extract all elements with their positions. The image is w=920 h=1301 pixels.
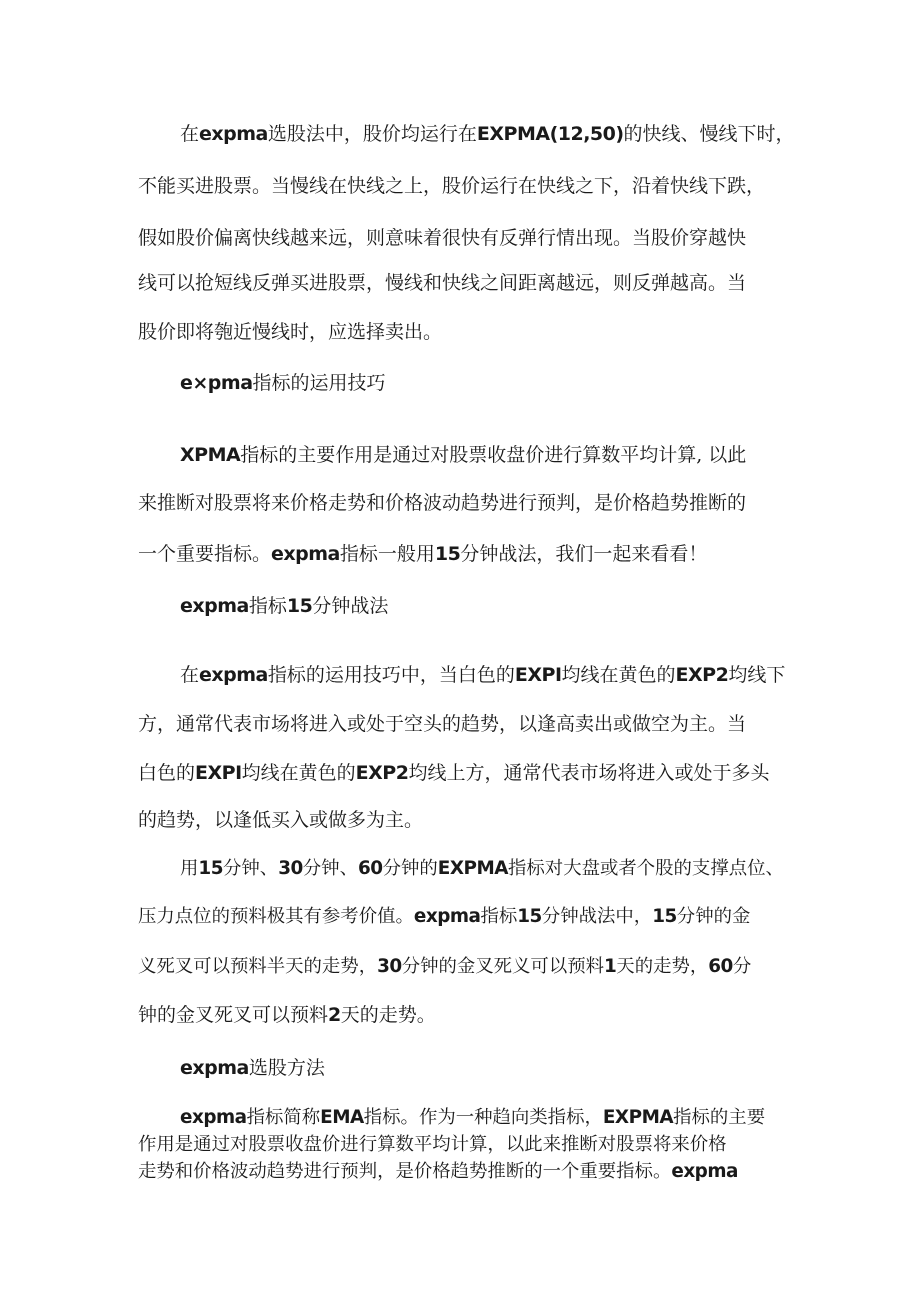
para1-line4: 线可以抢短线反弹买进股票，慢线和快线之间距离越远，则反弹越高。当 xyxy=(138,272,747,294)
para4-line2: 压力点位的预料极其有参考价值。expma指标15分钟战法中，15分钟的金 xyxy=(138,906,751,927)
para4-line3: 义死叉可以预料半天的走势，30分钟的金叉死义可以预料1天的走势，60分 xyxy=(138,956,752,977)
para1-line5: 股价即将匏近慢线时，应选择卖出。 xyxy=(138,321,443,343)
para4-line1: 用15分钟、30分钟、60分钟的EXPMA指标对大盘或者个股的支撑点位、 xyxy=(180,858,784,879)
para5-line2: 作用是通过对股票收盘价进行算数平均计算，以此来推断对股票将来价格 xyxy=(138,1134,727,1155)
para3-line2: 方，通常代表市场将进入或处于空头的趋势，以逢高卖出或做空为主。当 xyxy=(138,713,747,735)
para5-line3: 走势和价格波动趋势进行预判，是价格趋势推断的一个重要指标。expma xyxy=(138,1161,738,1182)
heading-15min-strategy: expma指标15分钟战法 xyxy=(180,595,389,617)
para3-line4: 的趋势，以逢低买入或做多为主。 xyxy=(138,809,424,831)
para3-line3: 白色的EXPI均线在黄色的EXP2均线上方，通常代表市场将进入或处于多头 xyxy=(138,762,770,784)
para2-line3: 一个重要指标。expma指标一般用15分钟战法，我们一起来看看！ xyxy=(138,543,708,565)
para1-line1: 在expma选股法中，股价均运行在EXPMA(12,50)的快线、慢线下时， xyxy=(180,123,795,145)
heading-expma-selection: expma选股方法 xyxy=(180,1057,325,1079)
para5-line1: expma指标简称EMA指标。作为一种趋向类指标，EXPMA指标的主要 xyxy=(180,1107,766,1128)
heading-expma-usage: e×pma指标的运用技巧 xyxy=(180,372,386,394)
para2-line1: XPMA指标的主要作用是通过对股票收盘价进行算数平均计算, 以此 xyxy=(180,444,747,466)
para3-line1: 在expma指标的运用技巧中，当白色的EXPI均线在黄色的EXP2均线下 xyxy=(180,664,786,686)
para1-line3: 假如股价偏离快线越来远，则意味着很快有反弹行情出现。当股价穿越快 xyxy=(138,227,747,249)
para2-line2: 来推断对股票将来价格走势和价格波动趋势进行预判，是价格趋势推断的 xyxy=(138,492,747,514)
para4-line4: 钟的金叉死叉可以预料2天的走势。 xyxy=(138,1004,436,1026)
para1-line2: 不能买进股票。当慢线在快线之上，股价运行在快线之下，沿着快线下跌， xyxy=(138,175,766,197)
